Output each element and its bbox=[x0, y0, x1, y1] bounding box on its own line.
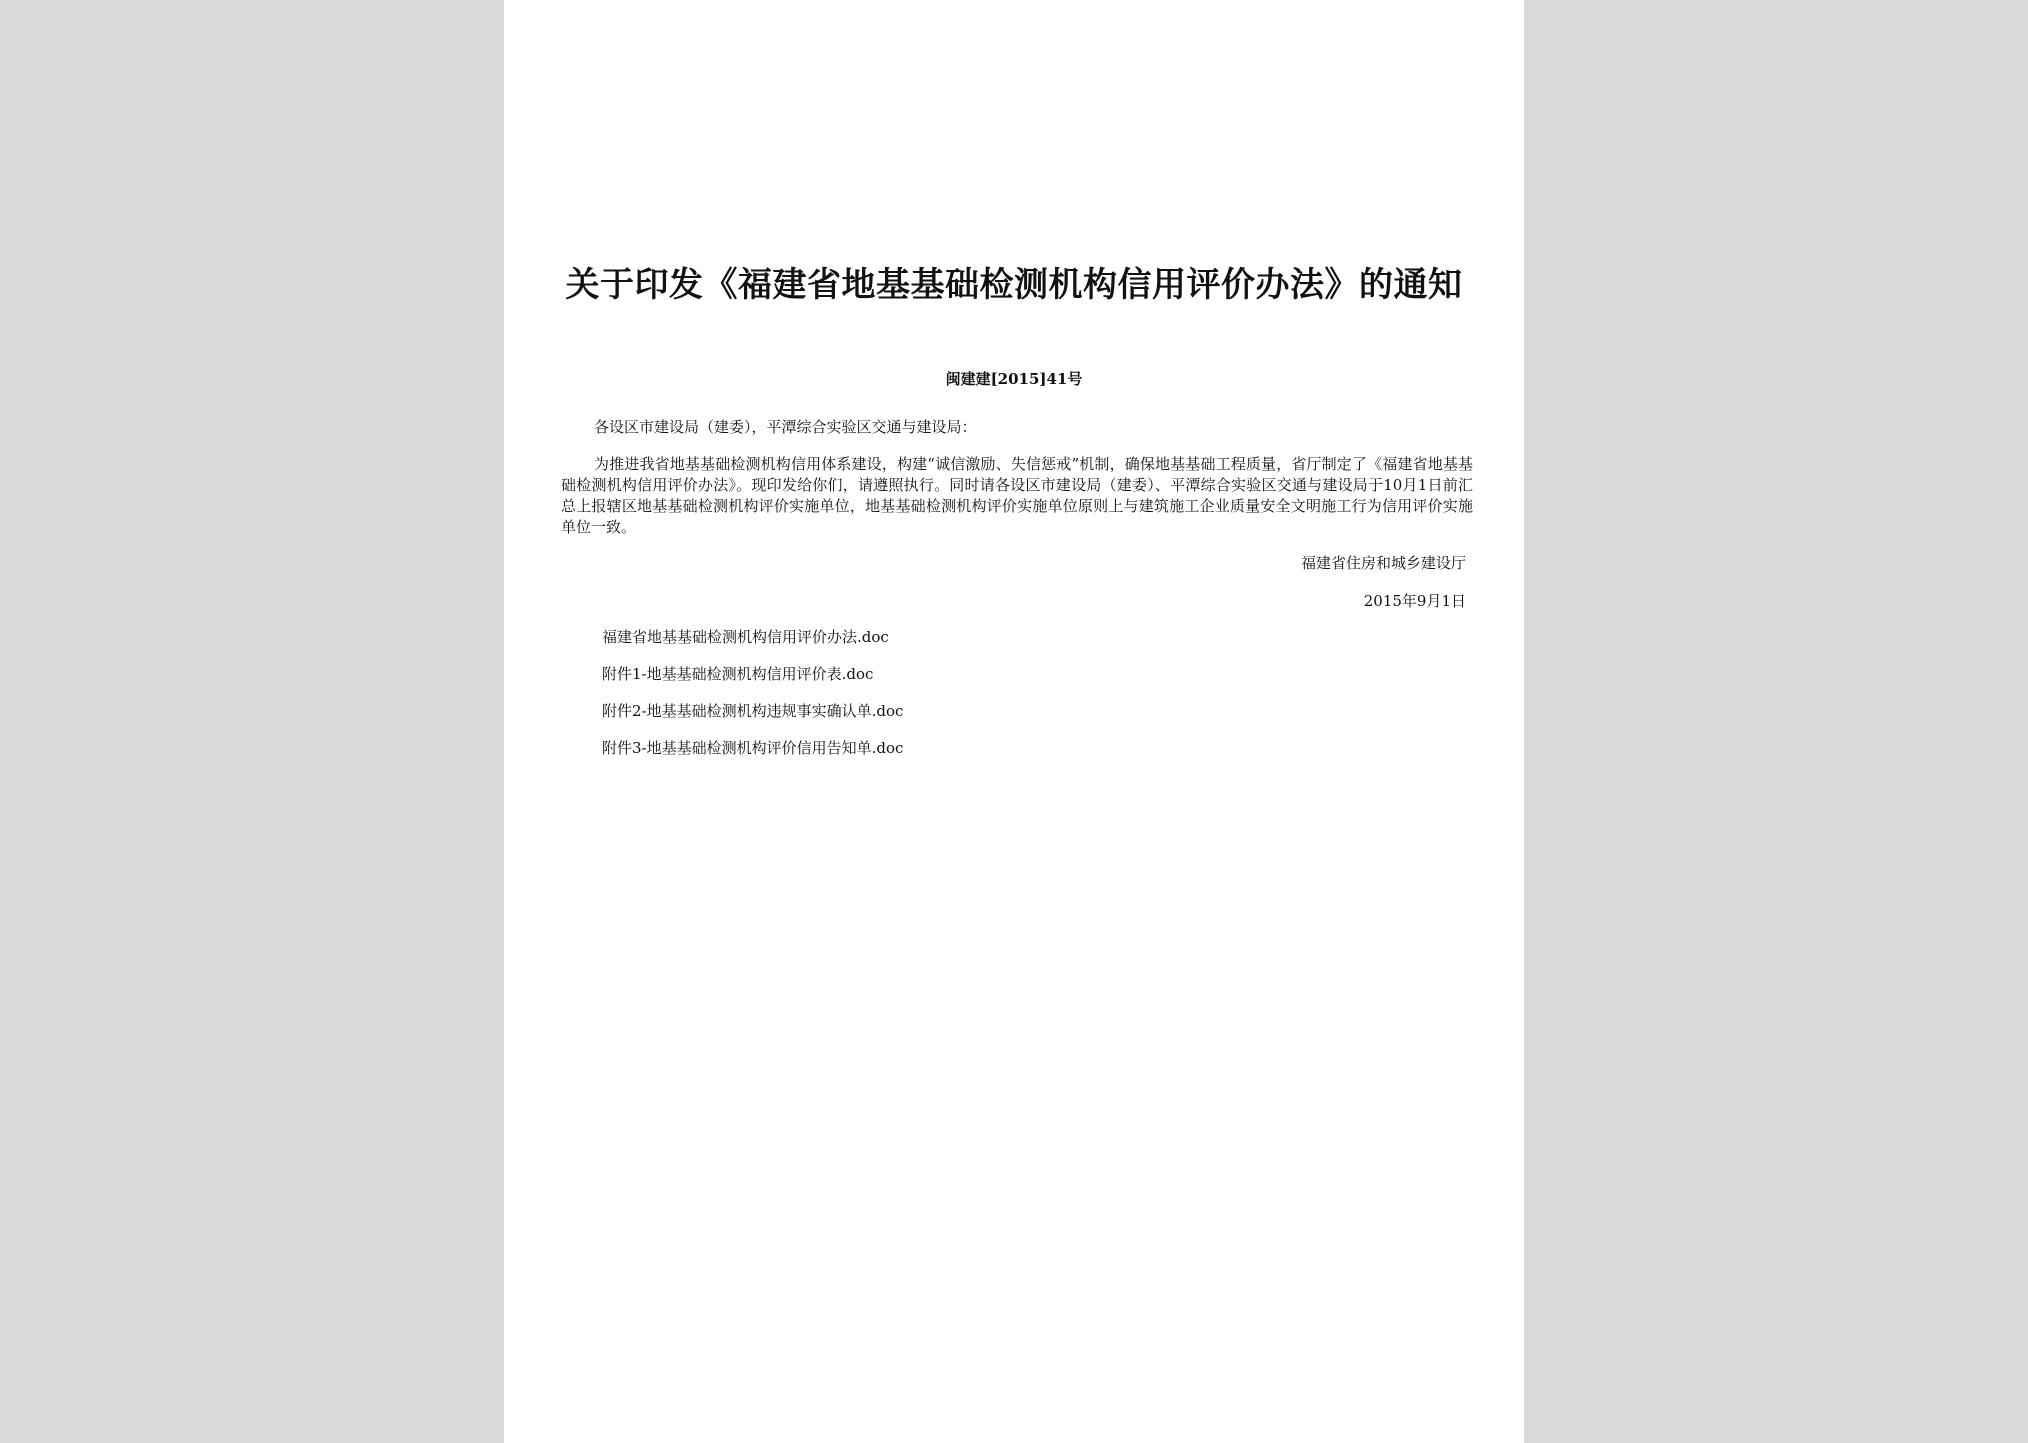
body-paragraph: 为推进我省地基基础检测机构信用体系建设，构建“诚信激励、失信惩戒”机制，确保地基基础工程质量，省厅制定了《福建省地基基础检测机构信用评价办法》。现印发给你们，请遵照执行。同时请各设区市建设局（建委）、平潭综合实验区交通与建设局于10月1日前汇总上报辖区地基基础检测机构评价实施单位，地基基础检测机构评价实施单位原则上与建筑施工企业质量安全文明施工行为信用评价实施单位一致。 bbox=[561, 455, 1473, 536]
salutation: 各设区市建设局（建委），平潭综合实验区交通与建设局： bbox=[594, 418, 977, 436]
document-title: 关于印发《福建省地基基础检测机构信用评价办法》的通知 bbox=[565, 265, 1463, 305]
attachment-list bbox=[602, 626, 903, 774]
document-page bbox=[504, 0, 1524, 1443]
attachment-link[interactable]: 福建省地基基础检测机构信用评价办法.doc bbox=[602, 628, 889, 646]
document-number: 闽建建[2015]41号 bbox=[945, 370, 1083, 388]
issue-date: 2015年9月1日 bbox=[1363, 592, 1466, 610]
attachment-link[interactable]: 附件2-地基基础检测机构违规事实确认单.doc bbox=[602, 702, 904, 720]
signer: 福建省住房和城乡建设厅 bbox=[1300, 554, 1466, 572]
attachment-link[interactable]: 附件1-地基基础检测机构信用评价表.doc bbox=[602, 665, 874, 683]
attachment-link[interactable]: 附件3-地基基础检测机构评价信用告知单.doc bbox=[602, 739, 904, 757]
